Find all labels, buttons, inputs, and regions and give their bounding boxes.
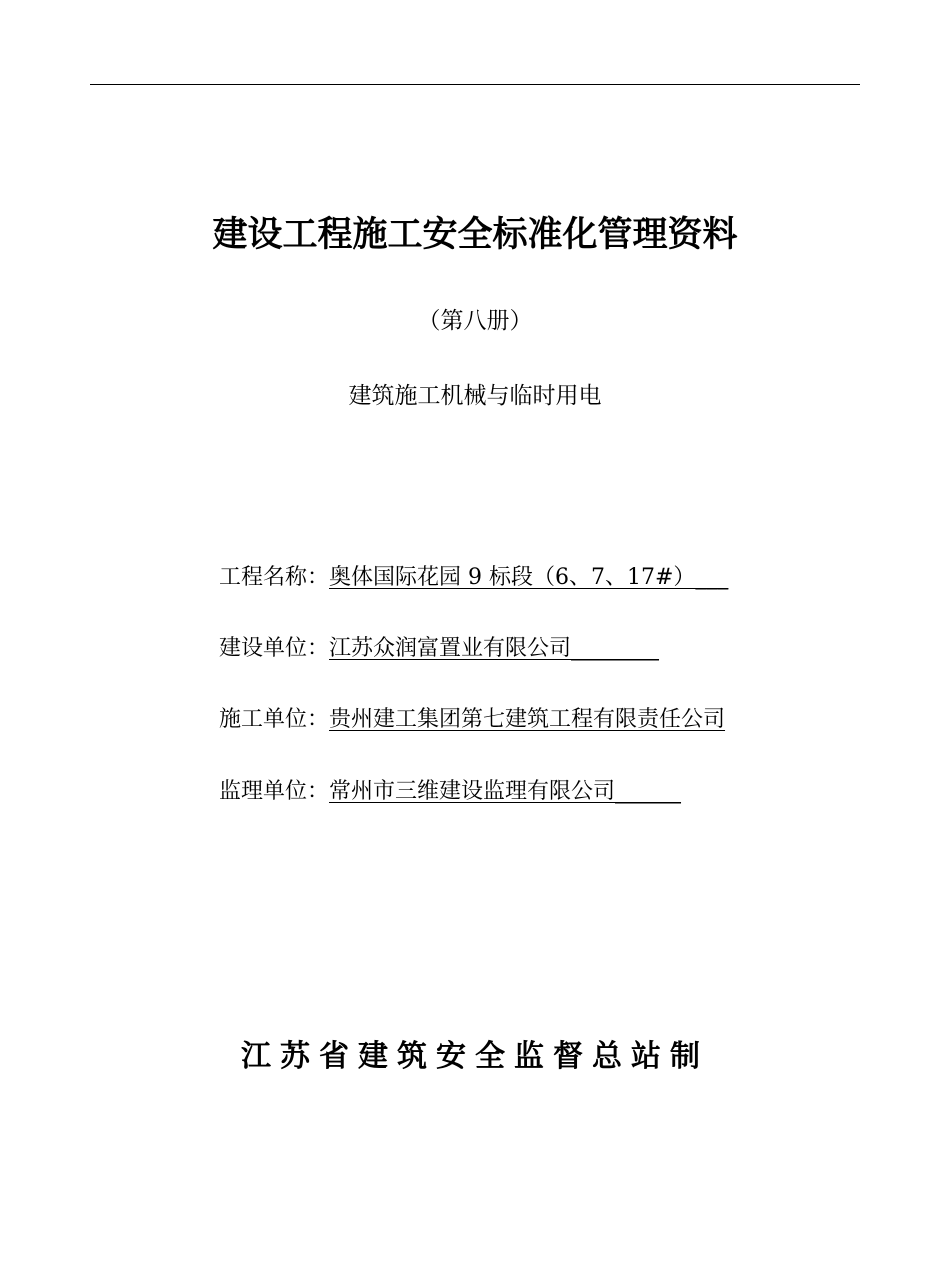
contractor-field <box>219 704 859 736</box>
field-label: 施工单位： <box>219 707 330 732</box>
field-value: 江苏众润富置业有限公司________ <box>329 636 660 661</box>
supervisor-field <box>219 776 859 808</box>
header-rule <box>90 84 860 85</box>
field-label: 建设单位： <box>219 636 330 661</box>
document-subtitle: 建筑施工机械与临时用电 <box>348 383 602 409</box>
document-title: 建设工程施工安全标准化管理资料 <box>212 214 738 255</box>
project-name-field <box>219 562 859 594</box>
issuer-label: 江苏省建筑安全监督总站制 <box>241 1039 709 1074</box>
field-value: 奥体国际花园 9 标段（6、7、17#）___ <box>329 565 729 590</box>
field-value: 贵州建工集团第七建筑工程有限责任公司 <box>329 707 726 732</box>
field-label: 监理单位： <box>219 779 330 804</box>
field-value: 常州市三维建设监理有限公司______ <box>329 779 682 804</box>
field-label: 工程名称： <box>219 565 330 590</box>
developer-field <box>219 633 859 665</box>
volume-label: （第八册） <box>417 308 533 334</box>
